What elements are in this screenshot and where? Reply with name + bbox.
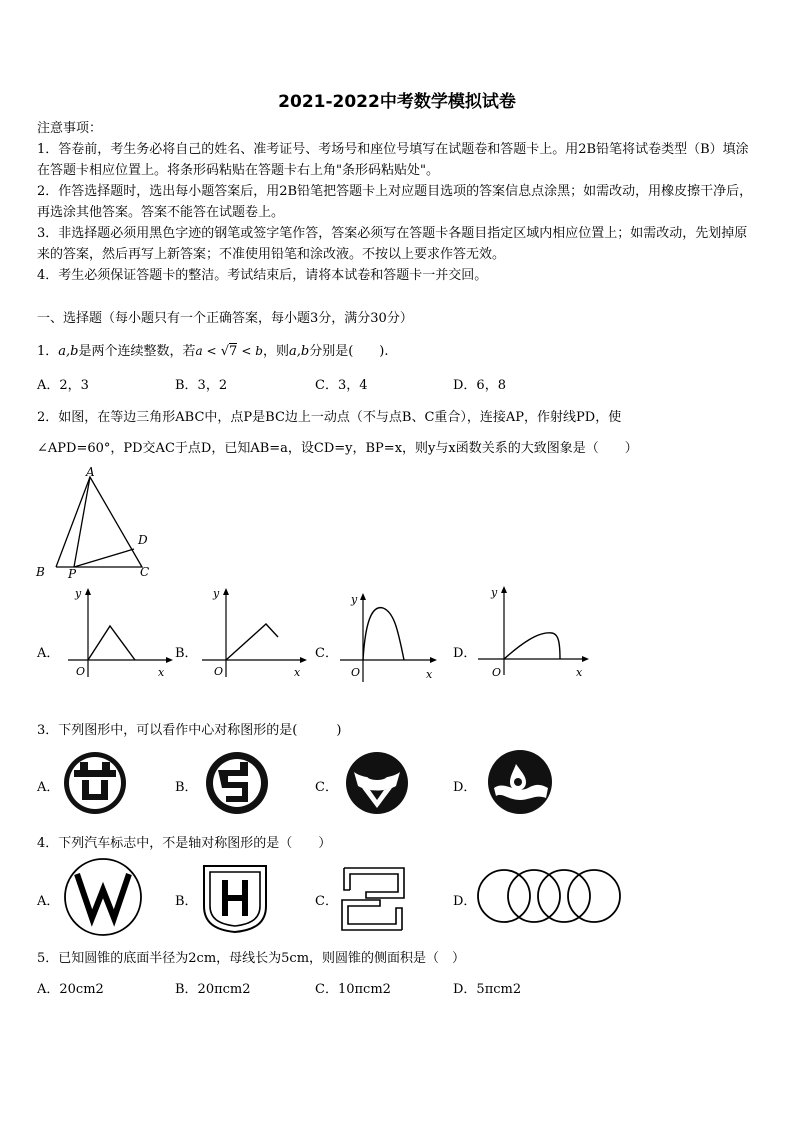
- sqrt-icon: √: [220, 344, 229, 359]
- question-5-stem: 5．已知圆锥的底面半径为2cm，母线长为5cm，则圆锥的侧面积是（ ）: [37, 951, 466, 966]
- x-axis-label: x: [158, 666, 165, 679]
- q1-number: 1．: [37, 344, 59, 359]
- q3-logo-b: [204, 750, 270, 816]
- question-4-stem: 4．下列汽车标志中，不是轴对称图形的是（ ）: [37, 836, 332, 851]
- page-title: 2021-2022中考数学模拟试卷: [278, 92, 516, 112]
- question-1-stem: [37, 340, 388, 359]
- question-2-line-1: 2．如图，在等边三角形ABC中，点P是BC边上一动点（不与点B、C重合），连接AP，作射线PD，使: [37, 410, 622, 425]
- q5-option-b: B．20πcm2: [175, 982, 251, 997]
- q1-sqrt-value: 7: [228, 344, 238, 359]
- notice-item-4: 4．考生必须保证答题卡的整洁。考试结束后，请将本试卷和答题卡一并交回。: [37, 268, 488, 283]
- q3-logo-c: [344, 750, 410, 816]
- y-axis-label: y: [351, 593, 358, 606]
- notice-block: [37, 118, 759, 286]
- q1-option-c: C．3，4: [315, 378, 368, 393]
- q4-logo-b: [198, 860, 272, 936]
- q4-option-c-label: C．: [315, 894, 338, 909]
- q2-graph-c: [336, 590, 442, 690]
- origin-label: O: [351, 666, 361, 679]
- y-axis-label: y: [213, 587, 220, 600]
- q5-option-d: D．5πcm2: [453, 982, 522, 997]
- q2-graph-b: [196, 585, 314, 685]
- notice-item-3: 3．非选择题必须用黑色字迹的钢笔或签字笔作答，答案必须写在答题卡各题目指定区域内相应位置上；如需改动，先划掉原来的答案，然后再写上新答案；不准使用铅笔和涂改液。不按以上要求作答无效。: [37, 226, 748, 262]
- vertex-c-label: C: [140, 565, 150, 579]
- y-axis-label: y: [75, 587, 82, 600]
- origin-label: O: [76, 665, 86, 678]
- q1-text-c: ，则: [262, 344, 289, 359]
- notice-item-2: 2．作答选择题时，选出每小题答案后，用2B铅笔把答题卡上对应题目选项的答案信息点涂黑；如需改动，用橡皮擦干净后，再选涂其他答案。答案不能答在试题卷上。: [37, 184, 753, 220]
- x-axis-label: x: [426, 668, 433, 681]
- q2-option-b-label: B．: [175, 646, 198, 661]
- section-heading: 一、选择题（每小题只有一个正确答案，每小题3分，满分30分）: [37, 311, 413, 326]
- y-axis-label: y: [491, 586, 498, 599]
- q1-vars-2: a,b: [288, 344, 310, 359]
- q2-option-d-label: D．: [453, 646, 477, 661]
- q5-option-a: A．20cm2: [37, 982, 104, 997]
- q1-option-a: A．2，3: [37, 378, 89, 393]
- x-axis-label: x: [576, 666, 583, 679]
- q1-option-d: D．6，8: [453, 378, 506, 393]
- q4-logo-d: [476, 866, 624, 926]
- q1-option-b: B．3，2: [175, 378, 228, 393]
- q3-logo-a: [62, 750, 128, 816]
- equilateral-triangle-figure: [34, 462, 164, 582]
- q2-graph-d: [474, 583, 594, 683]
- point-p-label: P: [68, 567, 77, 581]
- origin-label: O: [492, 666, 502, 679]
- q1-text-d: 分别是( ).: [309, 344, 389, 359]
- q4-option-b-label: B．: [175, 894, 198, 909]
- q4-option-a-label: A．: [37, 894, 60, 909]
- x-axis-label: x: [294, 666, 301, 679]
- q1-ineq-left: a <: [195, 344, 217, 358]
- notice-item-1: 1．答卷前，考生务必将自己的姓名、准考证号、考场号和座位号填写在试题卷和答题卡上。用2B铅笔将试卷类型（B）填涂在答题卡相应位置上。将条形码粘贴在答题卡右上角"条形码粘贴处"。: [37, 142, 749, 178]
- point-d-label: D: [138, 533, 148, 547]
- q4-logo-a: [62, 856, 144, 938]
- q3-option-c-label: C．: [315, 780, 338, 795]
- q1-vars: a,b: [58, 344, 79, 359]
- q3-option-d-label: D．: [453, 780, 477, 795]
- origin-label: O: [214, 665, 224, 678]
- q2-option-c-label: C．: [315, 646, 338, 661]
- vertex-b-label: B: [36, 565, 45, 579]
- q3-option-b-label: B．: [175, 780, 198, 795]
- q4-option-d-label: D．: [453, 894, 477, 909]
- q1-ineq-right: < b: [241, 344, 263, 358]
- q3-logo-d: [486, 748, 554, 816]
- q3-option-a-label: A．: [37, 780, 60, 795]
- notice-heading: 注意事项：: [37, 121, 103, 136]
- vertex-a-label: A: [86, 465, 95, 479]
- q2-option-a-label: A．: [37, 646, 60, 661]
- question-3-stem: 3．下列图形中，可以看作中心对称图形的是( ): [37, 723, 342, 738]
- q2-graph-a: [58, 585, 176, 685]
- q1-text-b: 是两个连续整数，若: [78, 344, 196, 359]
- q5-option-c: C．10πcm2: [315, 982, 391, 997]
- q4-logo-c: [338, 860, 408, 938]
- question-2-line-2: ∠APD=60°，PD交AC于点D，已知AB=a，设CD=y，BP=x，则y与x函数关系的大致图象是（ ）: [37, 441, 638, 456]
